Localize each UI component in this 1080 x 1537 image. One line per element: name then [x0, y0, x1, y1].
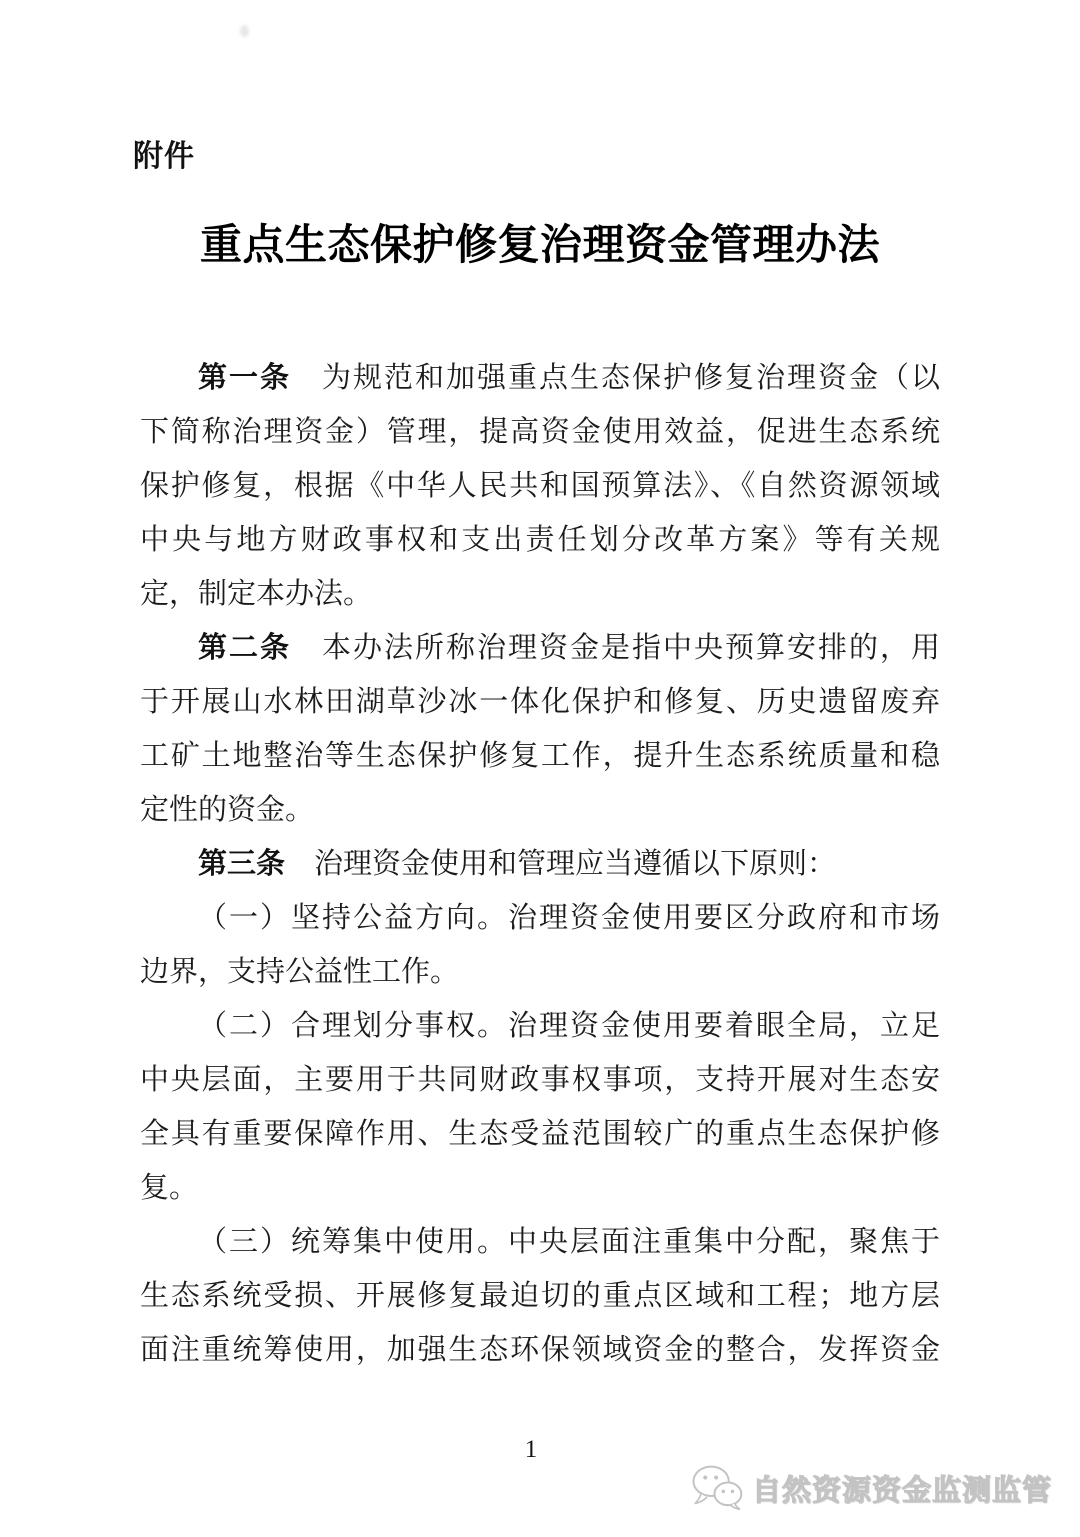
body-line — [140, 1107, 940, 1161]
body-line — [140, 1053, 940, 1107]
body-line — [140, 351, 940, 405]
body-line — [140, 567, 940, 621]
body-line — [140, 405, 940, 459]
body-text-segment: 定，制定本办法。 — [140, 578, 373, 610]
body-text-segment: 定性的资金。 — [140, 794, 315, 826]
body-line — [140, 999, 940, 1053]
body-text-segment: 中央层面，主要用于共同财政事权事项，支持开展对生态安 — [140, 1064, 940, 1096]
body-text-segment: 复。 — [140, 1172, 199, 1204]
body-text-segment: 面注重统筹使用，加强生态环保领域资金的整合，发挥资金 — [140, 1334, 940, 1366]
body-line — [140, 729, 940, 783]
watermark — [691, 1462, 1052, 1514]
document-body — [140, 351, 940, 1377]
body-text-segment: 保护修复，根据《中华人民共和国预算法》、《自然资源领域 — [140, 470, 940, 502]
wechat-logo-icon — [691, 1464, 743, 1512]
body-line — [140, 1215, 940, 1269]
article-number: 第一条 — [198, 362, 291, 394]
body-text-segment: 全具有重要保障作用、生态受益范围较广的重点生态保护修 — [140, 1118, 940, 1150]
body-line — [140, 945, 940, 999]
page-number: 1 — [524, 1436, 538, 1463]
body-line — [140, 1323, 940, 1377]
article-number: 第二条 — [198, 632, 291, 664]
body-text-segment: 下简称治理资金）管理，提高资金使用效益，促进生态系统 — [140, 416, 940, 448]
body-text-segment: 于开展山水林田湖草沙冰一体化保护和修复、历史遗留废弃 — [140, 686, 940, 718]
body-line — [140, 675, 940, 729]
body-line — [140, 783, 940, 837]
body-text-segment: 边界，支持公益性工作。 — [140, 956, 460, 988]
body-line — [140, 621, 940, 675]
body-text-segment: 为规范和加强重点生态保护修复治理资金（以 — [291, 362, 940, 394]
body-text-segment: （一）坚持公益方向。治理资金使用要区分政府和市场 — [198, 902, 940, 934]
body-text-segment: 中央与地方财政事权和支出责任划分改革方案》等有关规 — [140, 524, 940, 556]
body-line — [140, 1269, 940, 1323]
body-text-segment: 治理资金使用和管理应当遵循以下原则： — [285, 848, 837, 880]
scan-artifact-speck — [240, 25, 249, 37]
body-line — [140, 513, 940, 567]
body-text-segment: 本办法所称治理资金是指中央预算安排的，用 — [291, 632, 940, 664]
document-title: 重点生态保护修复治理资金管理办法 — [199, 223, 880, 269]
body-line — [140, 459, 940, 513]
body-text-segment: 生态系统受损、开展修复最迫切的重点区域和工程；地方层 — [140, 1280, 940, 1312]
body-line — [140, 891, 940, 945]
attachment-label: 附件 — [133, 140, 195, 173]
body-text-segment: 工矿土地整治等生态保护修复工作，提升生态系统质量和稳 — [140, 740, 940, 772]
article-number: 第三条 — [198, 848, 286, 880]
body-line — [140, 837, 940, 891]
body-line — [140, 1161, 940, 1215]
body-text-segment: （三）统筹集中使用。中央层面注重集中分配，聚焦于 — [198, 1226, 940, 1258]
watermark-text: 自然资源资金监测监管 — [751, 1474, 1052, 1507]
body-text-segment: （二）合理划分事权。治理资金使用要着眼全局，立足 — [198, 1010, 940, 1042]
